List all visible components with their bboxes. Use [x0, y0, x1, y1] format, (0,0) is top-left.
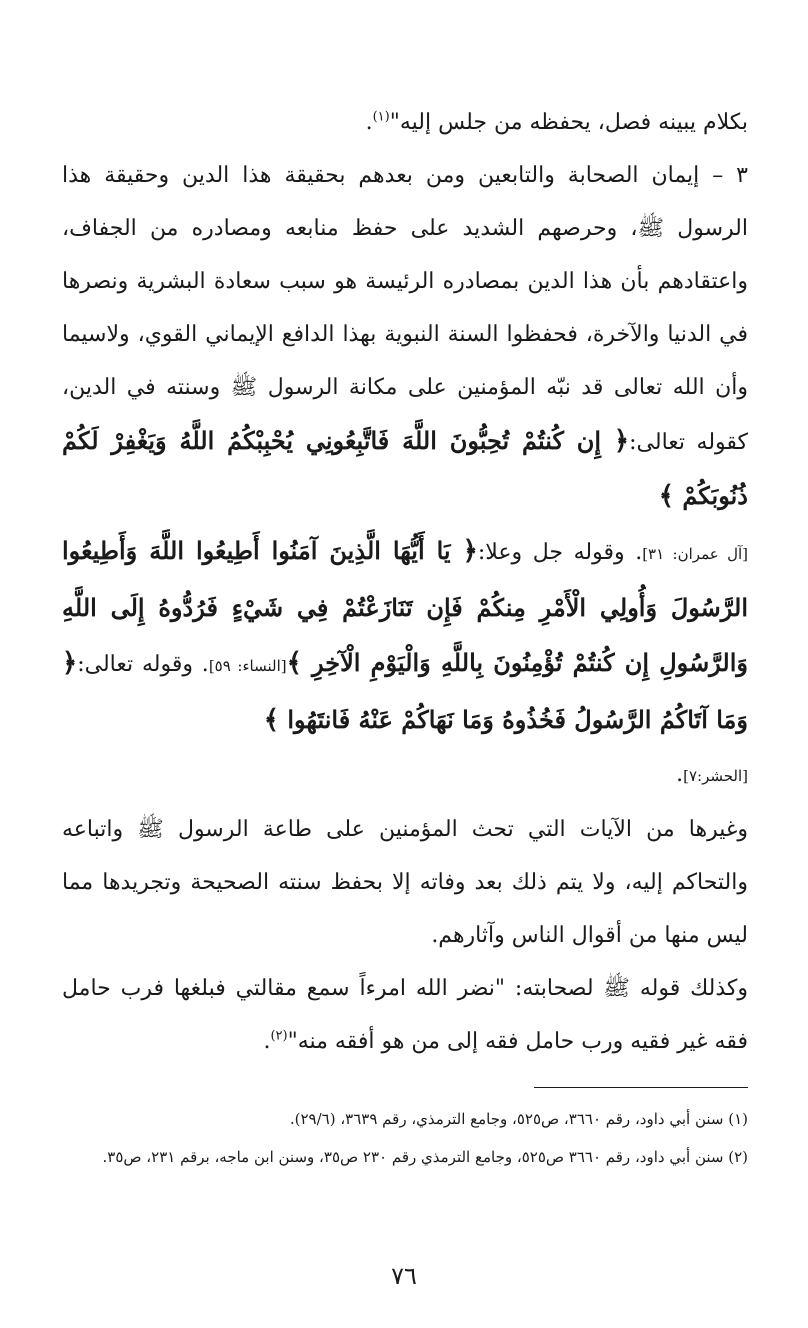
paragraph-item-3: ٣ – إيمان الصحابة والتابعين ومن بعدهم بحقيقة هذا الدين وحقيقة هذا الرسول ﷺ، وحرصهم الشديد على حفظ منابعه ومصادره من الجفاف، واعتقادهم بأن هذا الدين بمصادره الرئيسة هو سبب سعادة البشرية ونصرها في الدنيا والآخرة، فحفظوا السنة النبوية بهذا الدافع الإيماني القوي، ولاسيما وأن الله تعالى قد نبّه المؤمنين على مكانة الرسول ﷺ وسنته في الدين، كقوله تعالى:﴿ إِن كُنتُمْ تُحِبُّونَ اللَّهَ فَاتَّبِعُونِي يُحْبِبْكُمُ اللَّهُ وَيَغْفِرْ لَكُمْ ذُنُوبَكُمْ ﴾ [62, 163, 748, 511]
footnote-divider [534, 1087, 748, 1088]
footnote-ref-1: (١) [372, 109, 390, 125]
quran-verse: يَا أَيُّهَا الَّذِينَ آمَنُوا أَطِيعُوا اللَّهَ وَأَطِيعُوا الرَّسُولَ وَأُولِي الْأَمْرِ مِنكُمْ فَإِن تَنَازَعْتُمْ فِي شَيْءٍ فَرُدُّوهُ إِلَى اللَّهِ وَالرَّسُولِ إِن كُنتُمْ تُؤْمِنُونَ بِاللَّهِ وَالْيَوْمِ الْآخِرِ [62, 536, 748, 677]
quran-verse: إِن كُنتُمْ تُحِبُّونَ اللَّهَ فَاتَّبِعُونِي يُحْبِبْكُمُ اللَّهُ وَيَغْفِرْ لَكُمْ ذُنُوبَكُمْ [62, 426, 748, 510]
footnotes [62, 1100, 748, 1176]
quran-bracket: ﴾ [658, 481, 674, 511]
page-number: ٧٦ [391, 1262, 417, 1290]
paragraph-verses: [آل عمران: ٣١]. وقوله جل وعلا:﴿ يَا أَيُّهَا الَّذِينَ آمَنُوا أَطِيعُوا اللَّهَ وَأَطِيعُوا الرَّسُولَ وَأُولِي الْأَمْرِ مِنكُمْ فَإِن تَنَازَعْتُمْ فِي شَيْءٍ فَرُدُّوهُ إِلَى اللَّهِ وَالرَّسُولِ إِن كُنتُمْ تُؤْمِنُونَ بِاللَّهِ وَالْيَوْمِ الْآخِرِ ﴾[النساء: ٥٩]. وقوله تعالى:﴿ وَمَا آتَاكُمُ الرَّسُولُ فَخُذُوهُ وَمَا نَهَاكُمْ عَنْهُ فَانتَهُوا ﴾ [62, 536, 748, 735]
hadith-text: بكلام يبينه فصل، يحفظه من جلس إليه" [389, 110, 748, 135]
paragraph-hadith-end: بكلام يبينه فصل، يحفظه من جلس إليه"$^{(١)}$. [365, 109, 748, 135]
paragraph-ref-hashr: [الحشر:٧]. [676, 762, 748, 787]
footnote-2: (٢) سنن أبي داود، رقم ٣٦٦٠ ص٥٢٥، وجامع الترمذي رقم ٢٣٠ ص٣٥، وسنن ابن ماجه، برقم ٢٣١، ص٣٥. [102, 1148, 748, 1166]
quran-bracket: ﴿ [613, 426, 630, 456]
paragraph-other-verses: وغيرها من الآيات التي تحث المؤمنين على طاعة الرسول ﷺ واتباعه والتحاكم إليه، ولا يتم ذلك بعد وفاته إلا بحفظ سنته الصحيحة وتجريدها مما ليس منها من أقوال الناس وآثارهم. [62, 817, 748, 948]
footnote-ref-2: (٢) [270, 1028, 288, 1044]
paragraph-hadith-nadara: وكذلك قوله ﷺ لصحابته: "نضر الله امرءاً سمع مقالتي فبلغها فرب حامل فقه غير فقيه ورب حامل فقه إلى من هو أفقه منه"$^{(٢)}$. [62, 976, 748, 1054]
verse-reference: [النساء: ٥٩] [208, 657, 287, 675]
verse-reference: [الحشر:٧] [683, 767, 748, 785]
footnote-1: (١) سنن أبي داود، رقم ٣٦٦٠، ص٥٢٥، وجامع الترمذي، رقم ٣٦٣٩، (٢٩/٦). [289, 1110, 748, 1128]
verse-reference: [آل عمران: ٣١] [642, 545, 748, 563]
main-text [62, 96, 748, 1068]
quran-verse: وَمَا آتَاكُمُ الرَّسُولُ فَخُذُوهُ وَمَا نَهَاكُمْ عَنْهُ فَانتَهُوا [278, 705, 748, 734]
